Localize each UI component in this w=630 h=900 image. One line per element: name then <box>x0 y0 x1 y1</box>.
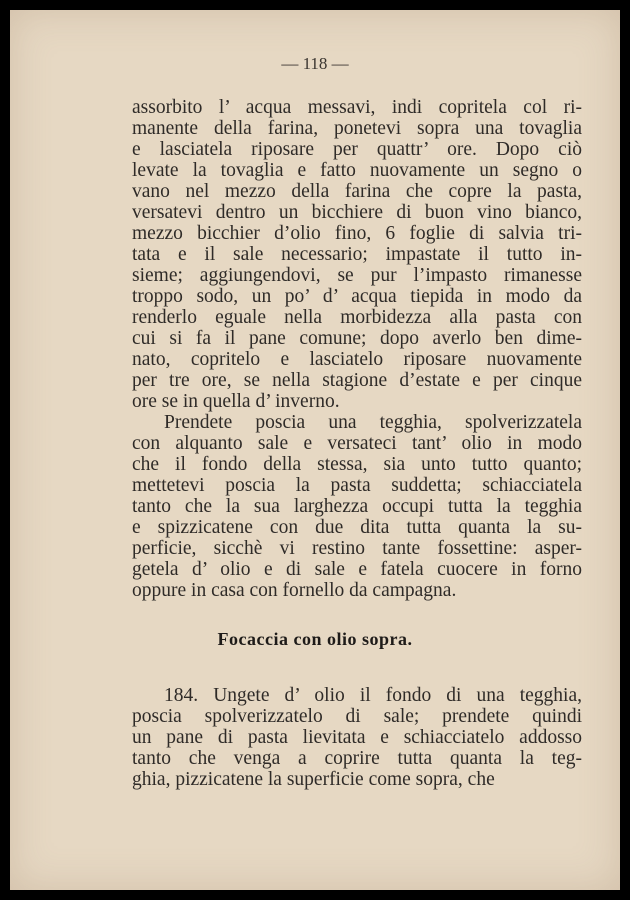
paragraph-3-line: poscia spolverizzatelo di sale; prendete quindi <box>132 706 582 727</box>
paragraph-2-line: e spizzicatene con due dita tutta quanta la su- <box>132 517 582 538</box>
paragraph-1-line: per tre ore, se nella stagione d’estate e per cinque <box>132 370 582 391</box>
paragraph-2-line: tanto che la sua larghezza occupi tutta la tegghia <box>132 496 582 517</box>
paragraph-2-line: oppure in casa con fornello da campagna. <box>132 580 457 601</box>
paragraph-1-line: versatevi dentro un bicchiere di buon vino bianco, <box>132 202 582 223</box>
paragraph-2-line: Prendete poscia una tegghia, spolverizzatela <box>164 412 582 433</box>
page-number: — 118 — <box>281 54 349 73</box>
paragraph-1-line: assorbito l’ acqua messavi, indi copritela col ri- <box>132 97 582 118</box>
paragraph-2-line: con alquanto sale e versateci tant’ olio in modo <box>132 433 582 454</box>
paragraph-3-line: ghia, pizzicatene la superficie come sopra, che <box>132 769 495 790</box>
paragraph-1-line: vano nel mezzo della farina che copre la pasta, <box>132 181 582 202</box>
paragraph-3-line: tanto che venga a coprire tutta quanta la teg- <box>132 748 582 769</box>
paragraph-1-line: levate la tovaglia e fatto nuovamente un segno o <box>132 160 582 181</box>
paragraph-1-line: e lasciatela riposare per quattr’ ore. Dopo ciò <box>132 139 582 160</box>
paragraph-3-line: 184. Ungete d’ olio il fondo di una tegghia, <box>164 685 582 706</box>
paragraph-2-line: perficie, sicchè vi restino tante fossettine: asper- <box>132 538 582 559</box>
paragraph-2-line: getela d’ olio e di sale e fatela cuocere in forno <box>132 559 582 580</box>
paragraph-2-line: mettetevi poscia la pasta suddetta; schiacciatela <box>132 475 582 496</box>
paragraph-1-line: sieme; aggiungendovi, se pur l’impasto rimanesse <box>132 265 582 286</box>
paragraph-1-line: tata e il sale necessario; impastate il tutto in- <box>132 244 582 265</box>
paragraph-1-line: manente della farina, ponetevi sopra una tovaglia <box>132 118 582 139</box>
paragraph-2-line: che il fondo della stessa, sia unto tutto quanto; <box>132 454 582 475</box>
paragraph-3-line: un pane di pasta lievitata e schiacciatelo addosso <box>132 727 582 748</box>
section-heading: Focaccia con olio sopra. <box>217 629 413 649</box>
paragraph-1-line: mezzo bicchier d’olio fino, 6 foglie di salvia tri- <box>132 223 582 244</box>
paragraph-1-line: ore se in quella d’ inverno. <box>132 391 340 412</box>
paragraph-1-line: nato, copritelo e lasciatelo riposare nuovamente <box>132 349 582 370</box>
paragraph-1-line: renderlo eguale nella morbidezza alla pasta con <box>132 307 582 328</box>
paragraph-1-line: troppo sodo, un po’ d’ acqua tiepida in modo da <box>132 286 582 307</box>
paragraph-1-line: cui si fa il pane comune; dopo averlo ben dime- <box>132 328 582 349</box>
book-page <box>10 10 620 890</box>
